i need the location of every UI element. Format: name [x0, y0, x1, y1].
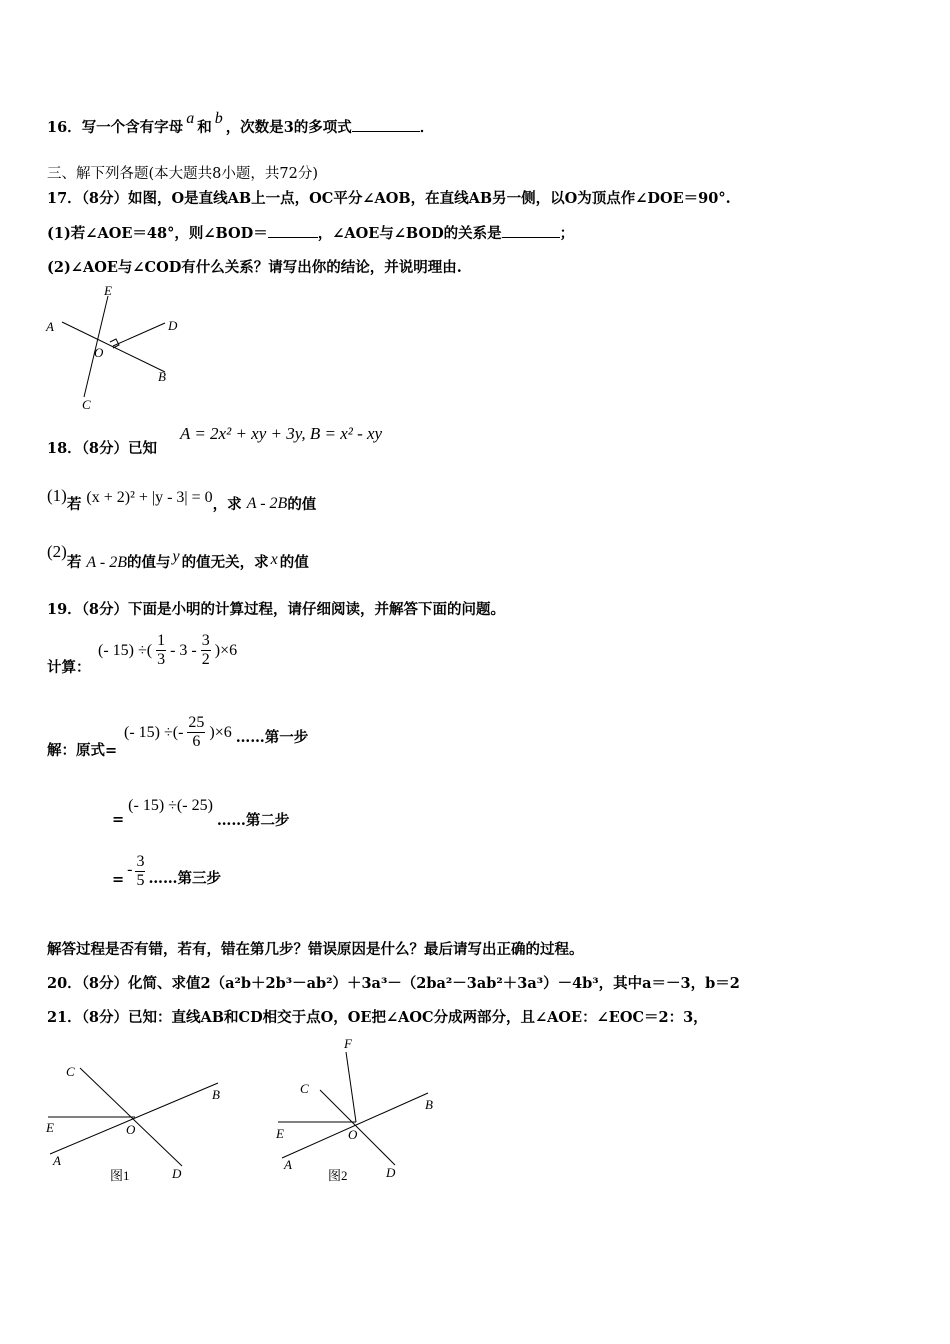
label-c: C [300, 1081, 309, 1096]
label-o: O [126, 1122, 136, 1137]
label-c: C [82, 397, 91, 412]
label-c: C [66, 1064, 75, 1079]
label-d: D [172, 1166, 182, 1181]
question-17-part2: (2)∠AOE与∠COD有什么关系？请写出你的结论，并说明理由. [47, 259, 462, 276]
question-18-part2: (2)若 A - 2B的值与 y 的值无关，求 x 的值 [47, 542, 309, 571]
fraction: $\frac{1}{3}$ [157, 632, 166, 668]
q19-step2: = (- 15) ÷(- 25) ……第二步 [112, 797, 290, 829]
q19-step3: = - $\frac{3}{5}$ ……第三步 [112, 853, 221, 889]
fraction: $\frac{3}{5}$ [136, 853, 145, 889]
q21-figure-1 [40, 1058, 240, 1188]
fraction: $\frac{3}{2}$ [201, 632, 210, 668]
question-17-stem: 17．（8分）如图，O是直线AB上一点，OC平分∠AOB，在直线AB另一侧，以O为顶点作∠DOE＝90°. [47, 190, 731, 207]
answer-blank [352, 131, 420, 132]
q21-figure-2 [270, 1032, 470, 1188]
question-21: 21．（8分）已知：直线AB和CD相交于点O，OE把∠AOC分成两部分，且∠AOE：∠EOC＝2：3， [47, 1009, 708, 1026]
q19-calc-label: 计算： [47, 659, 91, 676]
q19-question: 解答过程是否有错，若有，错在第几步？错误原因是什么？最后请写出正确的过程。 [47, 941, 584, 958]
figure-caption: 图1 [110, 1168, 130, 1183]
label-d: D [386, 1165, 396, 1180]
label-e: E [276, 1126, 284, 1141]
fraction: $\frac{25}{6}$ [188, 714, 205, 750]
label-f: F [344, 1036, 352, 1051]
question-18-part1: (1)若 (x + 2)² + |y - 3| = 0，求 A - 2B的值 [47, 486, 317, 513]
figure-caption: 图2 [328, 1168, 348, 1183]
question-17-part1: (1)若∠AOE＝48°，则∠BOD＝ ，∠AOE与∠BOD的关系是 ； [47, 225, 575, 242]
ray-od [113, 323, 165, 346]
label-a: A [46, 319, 54, 334]
answer-blank [502, 237, 560, 238]
label-b: B [158, 369, 166, 384]
q19-solution-label: 解：原式= [47, 742, 118, 759]
label-o: O [94, 345, 104, 360]
label-o: O [348, 1127, 358, 1142]
label-d: D [168, 318, 178, 333]
label-b: B [425, 1097, 433, 1112]
q19-step1: (- 15) ÷(- $\frac{25}{6}$ )×6 ……第一步 [124, 714, 309, 750]
question-16: 16．写一个含有字母a和b，次数是3的多项式 ． [47, 110, 435, 136]
q19-calc-expression: (- 15) ÷( $\frac{1}{3}$ - 3 - $\frac{3}{2}$ )×6 [98, 632, 238, 668]
q17-figure [40, 282, 190, 414]
section-title: 三、解下列各题(本大题共8小题，共72分) [47, 166, 318, 182]
label-b: B [212, 1087, 220, 1102]
question-18-stem: 18．（8分）已知 [47, 440, 158, 457]
ray-of [346, 1052, 356, 1122]
question-20: 20．（8分）化简、求值2（a²b＋2b³－ab²）＋3a³－（2ba²－3ab²＋3a³）－4b³，其中a＝－3，b＝2 [47, 975, 740, 992]
label-a: A [53, 1153, 61, 1168]
line-cd [320, 1090, 395, 1165]
question-19-stem: 19．（8分）下面是小明的计算过程，请仔细阅读，并解答下面的问题。 [47, 601, 506, 618]
answer-blank [268, 237, 318, 238]
label-e: E [46, 1120, 54, 1135]
q18-given: A = 2x² + xy + 3y, B = x² - xy [180, 424, 383, 443]
label-e: E [104, 283, 112, 298]
line-ab [50, 1083, 218, 1154]
label-a: A [284, 1157, 292, 1172]
